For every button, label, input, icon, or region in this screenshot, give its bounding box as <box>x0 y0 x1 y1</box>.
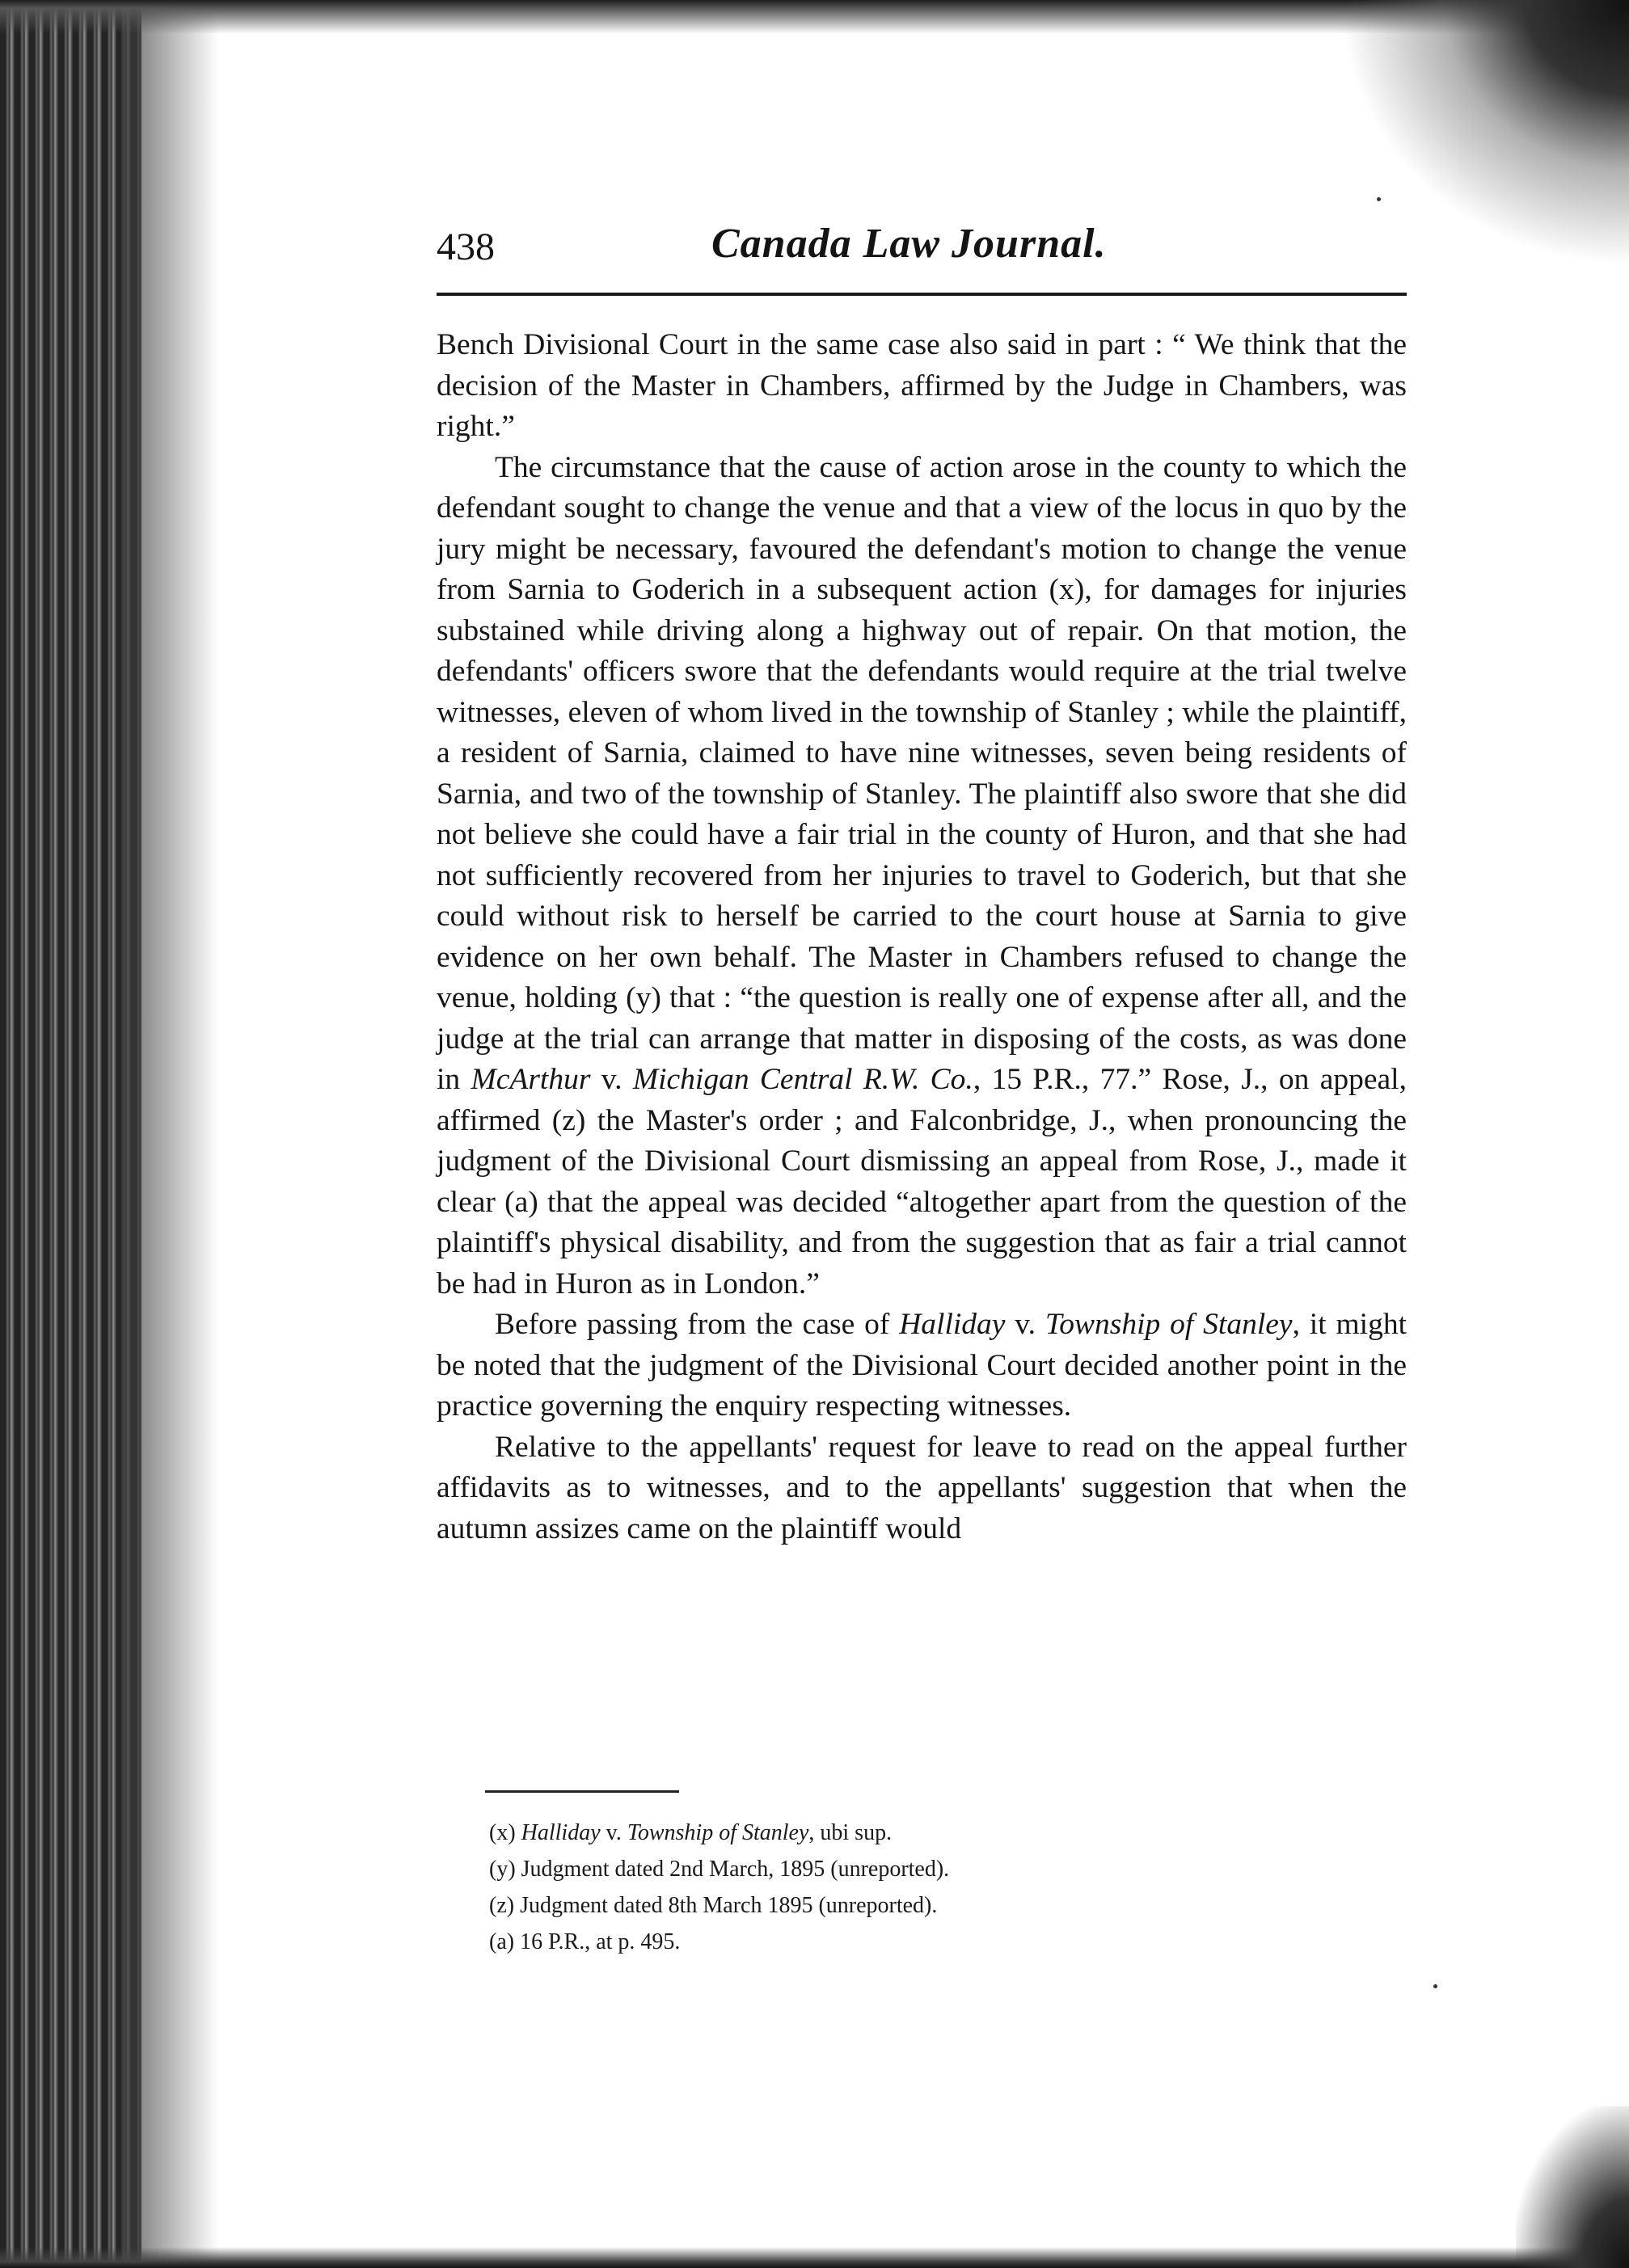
scan-speck <box>1377 197 1381 201</box>
footnote <box>489 1815 1298 1851</box>
journal-title: Canada Law Journal. <box>711 221 1107 267</box>
italic-text: Township of Stanley <box>627 1820 809 1845</box>
text-run: v. <box>590 1063 633 1096</box>
footnote <box>489 1851 1298 1887</box>
text-run: (x) <box>489 1820 521 1845</box>
text-run: v. <box>1005 1308 1045 1341</box>
italic-text: Halliday <box>521 1820 601 1845</box>
italic-text: Township of Stanley <box>1045 1308 1293 1341</box>
text-run: The circumstance that the cause of action arose in the county to which the defendant sought to change the venue and that a view of the locus in quo by the jury might be necessary, favoured the defendant's motion to change the venue from Sarnia to Goderich in a subsequent action (x), for damages for injuries substained while driving along a highway out of repair. On that motion, the defendants' officers swore that the defendants would require at the trial twelve witnesses, eleven of whom lived in the township of Stanley ; while the plaintiff, a resident of Sarnia, claimed to have nine witnesses, seven being residents of Sarnia, and two of the township of Stanley. The plaintiff also swore that she did not believe she could have a fair trial in the county of Huron, and that she had not sufficiently recovered from her injuries to travel to Goderich, but that she could without risk to herself be carried to the court house at Sarnia to give evidence on her own behalf. The Master in Chambers refused to change the venue, holding (y) that : “the question is really one of expense after all, and the judge at the trial can arrange that matter in disposing of the costs, as was done in <box>437 450 1407 1096</box>
text-run: v. <box>600 1820 627 1845</box>
text-run: (z) Judgment dated 8th March 1895 (unreported). <box>489 1893 938 1918</box>
bottom-scan-edge <box>0 2247 1629 2268</box>
italic-text: Michigan Central R.W. Co. <box>632 1063 973 1096</box>
footnote <box>489 1887 1298 1924</box>
scan-speck <box>1433 1984 1437 1988</box>
italic-text: Halliday <box>899 1308 1006 1341</box>
text-run: (a) 16 P.R., at p. 495. <box>489 1929 681 1954</box>
paragraph <box>437 1305 1407 1427</box>
text-run: , 15 P.R., 77.” Rose, J., on appeal, affirmed (z) the Master's order ; and Falconbridge, J., when pronouncing the judgment of the Divisional Court dismissing an appeal from Rose, J., made it clear (a) that the appeal was decided “altogether apart from the question of the plaintiff's physical disability, and from the suggestion that as fair a trial cannot be had in Huron as in London.” <box>437 1063 1407 1301</box>
footnotes <box>489 1815 1298 1960</box>
text-run: , it might be noted that the judgment of the Divisional Court decided another point in the practice governing the enquiry respecting witnesses. <box>437 1308 1407 1423</box>
header-rule <box>437 293 1407 296</box>
left-scan-edge <box>0 0 141 2268</box>
text-run: , ubi sup. <box>808 1820 893 1845</box>
text-run: Before passing from the case of <box>495 1308 900 1341</box>
text-run: Relative to the appellants' request for leave to read on the appeal further affidavits as to witnesses, and to the appellants' suggestion that when the autumn assizes came on the plaintiff would <box>437 1430 1407 1545</box>
page-header <box>437 220 1407 293</box>
left-scan-shadow <box>121 0 218 2268</box>
footnote-rule <box>485 1790 679 1793</box>
bottom-right-scan-shadow <box>1516 2106 1629 2268</box>
paragraph <box>437 325 1407 448</box>
paragraph <box>437 448 1407 1305</box>
italic-text: McArthur <box>471 1063 591 1096</box>
text-run: (y) Judgment dated 2nd March, 1895 (unreported). <box>489 1857 950 1882</box>
body-text <box>437 325 1407 1549</box>
page-number: 438 <box>437 226 495 268</box>
text-run: Bench Divisional Court in the same case also said in part : “ We think that the decision of the Master in Chambers, affirmed by the Judge in Chambers, was right.” <box>437 328 1407 443</box>
footnote <box>489 1924 1298 1960</box>
paragraph <box>437 1427 1407 1550</box>
